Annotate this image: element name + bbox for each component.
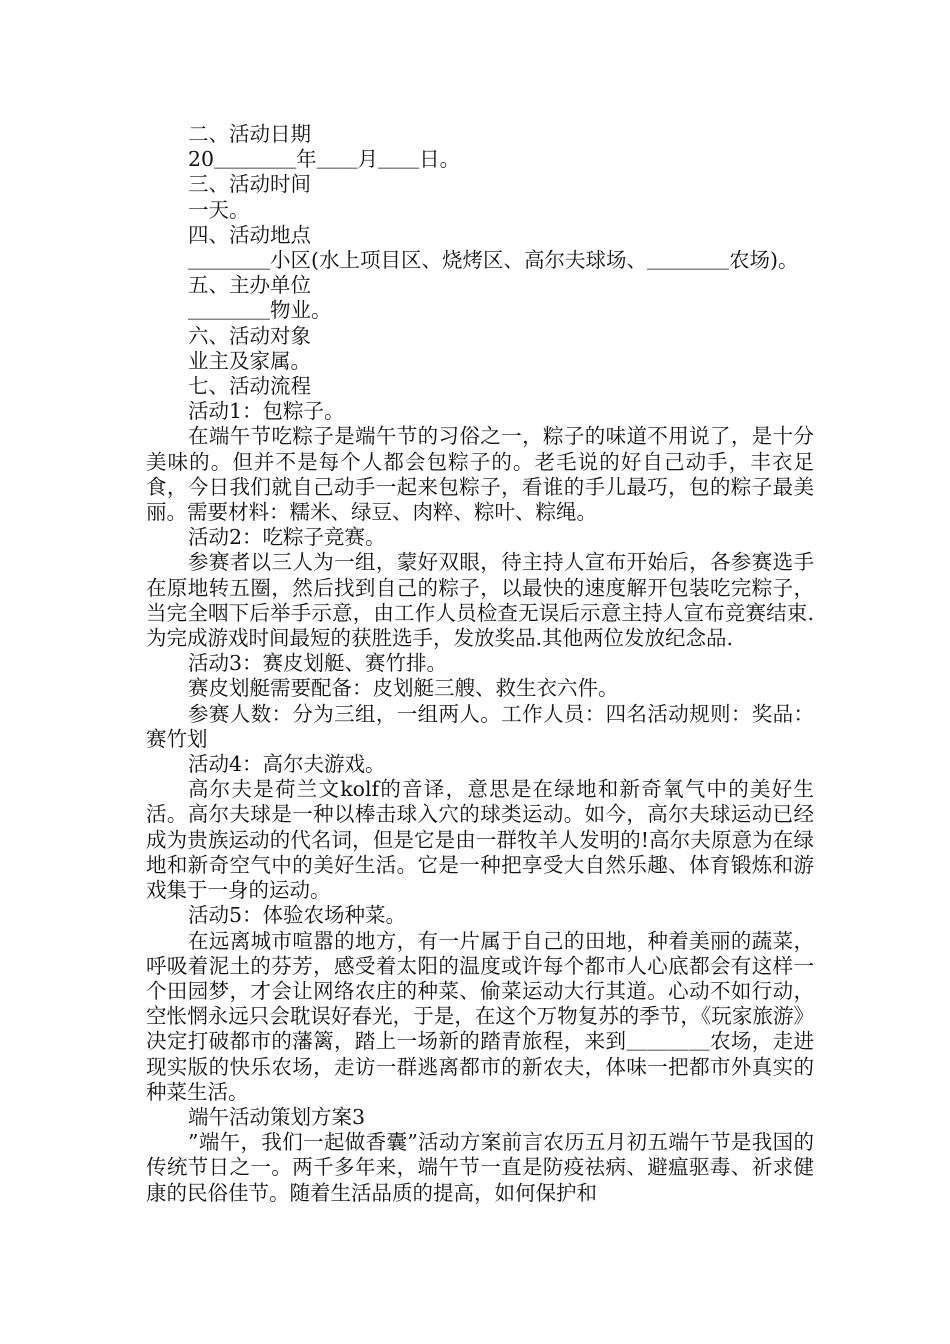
heading-participants: 六、活动对象 <box>188 323 311 348</box>
activity-2-body: 参赛者以三人为一组，蒙好双眼，待主持人宣布开始后，各参赛选手在原地转五圈，然后找到自己的粽子，以最快的速度解开包装吃完粽子，当完全咽下后举手示意，由工作人员检查无误后示意主持人宣布竞赛结束.为完成游戏时间最短的获胜选手，发放奖品.其他两位发放纪念品. <box>146 550 814 651</box>
heading-activity-time: 三、活动时间 <box>188 172 311 197</box>
document-body <box>146 122 814 1206</box>
activity-3-equipment: 赛皮划艇需要配备：皮划艇三艘、救生衣六件。 <box>188 676 619 701</box>
activity-5-title: 活动5：体验农场种菜。 <box>188 903 407 928</box>
heading-activity-process: 七、活动流程 <box>188 374 311 399</box>
activity-4-title: 活动4：高尔夫游戏。 <box>188 752 386 777</box>
activity-1-title: 活动1：包粽子。 <box>188 399 345 424</box>
organizer-value: ＿＿＿＿物业。 <box>188 298 332 323</box>
activity-4-body: 高尔夫是荷兰文kolf的音译，意思是在绿地和新奇氧气中的美好生活。高尔夫球是一种以棒击球入穴的球类运动。如今，高尔夫球运动已经成为贵族运动的代名词，但是它是由一群牧羊人发明的!高尔夫原意为在绿地和新奇空气中的美好生活。它是一种把享受大自然乐趣、体育锻炼和游戏集于一身的运动。 <box>146 777 814 903</box>
activity-1-body: 在端午节吃粽子是端午节的习俗之一，粽子的味道不用说了，是十分美味的。但并不是每个人都会包粽子的。老毛说的好自己动手，丰衣足食，今日我们就自己动手一起来包粽子，看谁的手儿最巧，包的粽子最美丽。需要材料：糯米、绿豆、肉粹、粽叶、粽绳。 <box>146 424 814 525</box>
activity-3-rules: 参赛人数：分为三组，一组两人。工作人员：四名活动规则：奖品：赛竹划 <box>146 701 814 751</box>
activity-5-body: 在远离城市喧嚣的地方，有一片属于自己的田地，种着美丽的蔬菜，呼吸着泥土的芬芳，感受着太阳的温度或许每个都市人心底都会有这样一个田园梦，才会让网络农庄的种菜、偷菜运动大行其道。心动不如行动，空怅惘永远只会耽误好春光，于是，在这个万物复苏的季节，《玩家旅游》决定打破都市的藩篱，踏上一场新的踏青旅程，来到＿＿＿＿农场，走进现实版的快乐农场，走访一群逃离都市的新农夫，体味一把都市外真实的种菜生活。 <box>146 928 814 1104</box>
activity-time-value: 一天。 <box>188 197 250 222</box>
heading-activity-location: 四、活动地点 <box>188 222 311 247</box>
activity-3-title: 活动3：赛皮划艇、赛竹排。 <box>188 651 448 676</box>
participants-value: 业主及家属。 <box>188 348 311 373</box>
heading-organizer: 五、主办单位 <box>188 273 311 298</box>
activity-2-title: 活动2：吃粽子竞赛。 <box>188 525 386 550</box>
plan-3-intro: ”端午，我们一起做香囊”活动方案前言农历五月初五端午节是我国的传统节日之一。两千多年来，端午节一直是防疫祛病、避瘟驱毒、祈求健康的民俗佳节。随着生活品质的提高，如何保护和 <box>146 1130 814 1205</box>
plan-3-heading: 端午活动策划方案3 <box>188 1104 366 1129</box>
activity-location-value: ＿＿＿＿小区(水上项目区、烧烤区、高尔夫球场、＿＿＿＿农场)。 <box>188 248 799 273</box>
activity-date-value: 20＿＿＿＿年＿＿月＿＿日。 <box>188 147 461 172</box>
heading-activity-date: 二、活动日期 <box>188 122 311 146</box>
